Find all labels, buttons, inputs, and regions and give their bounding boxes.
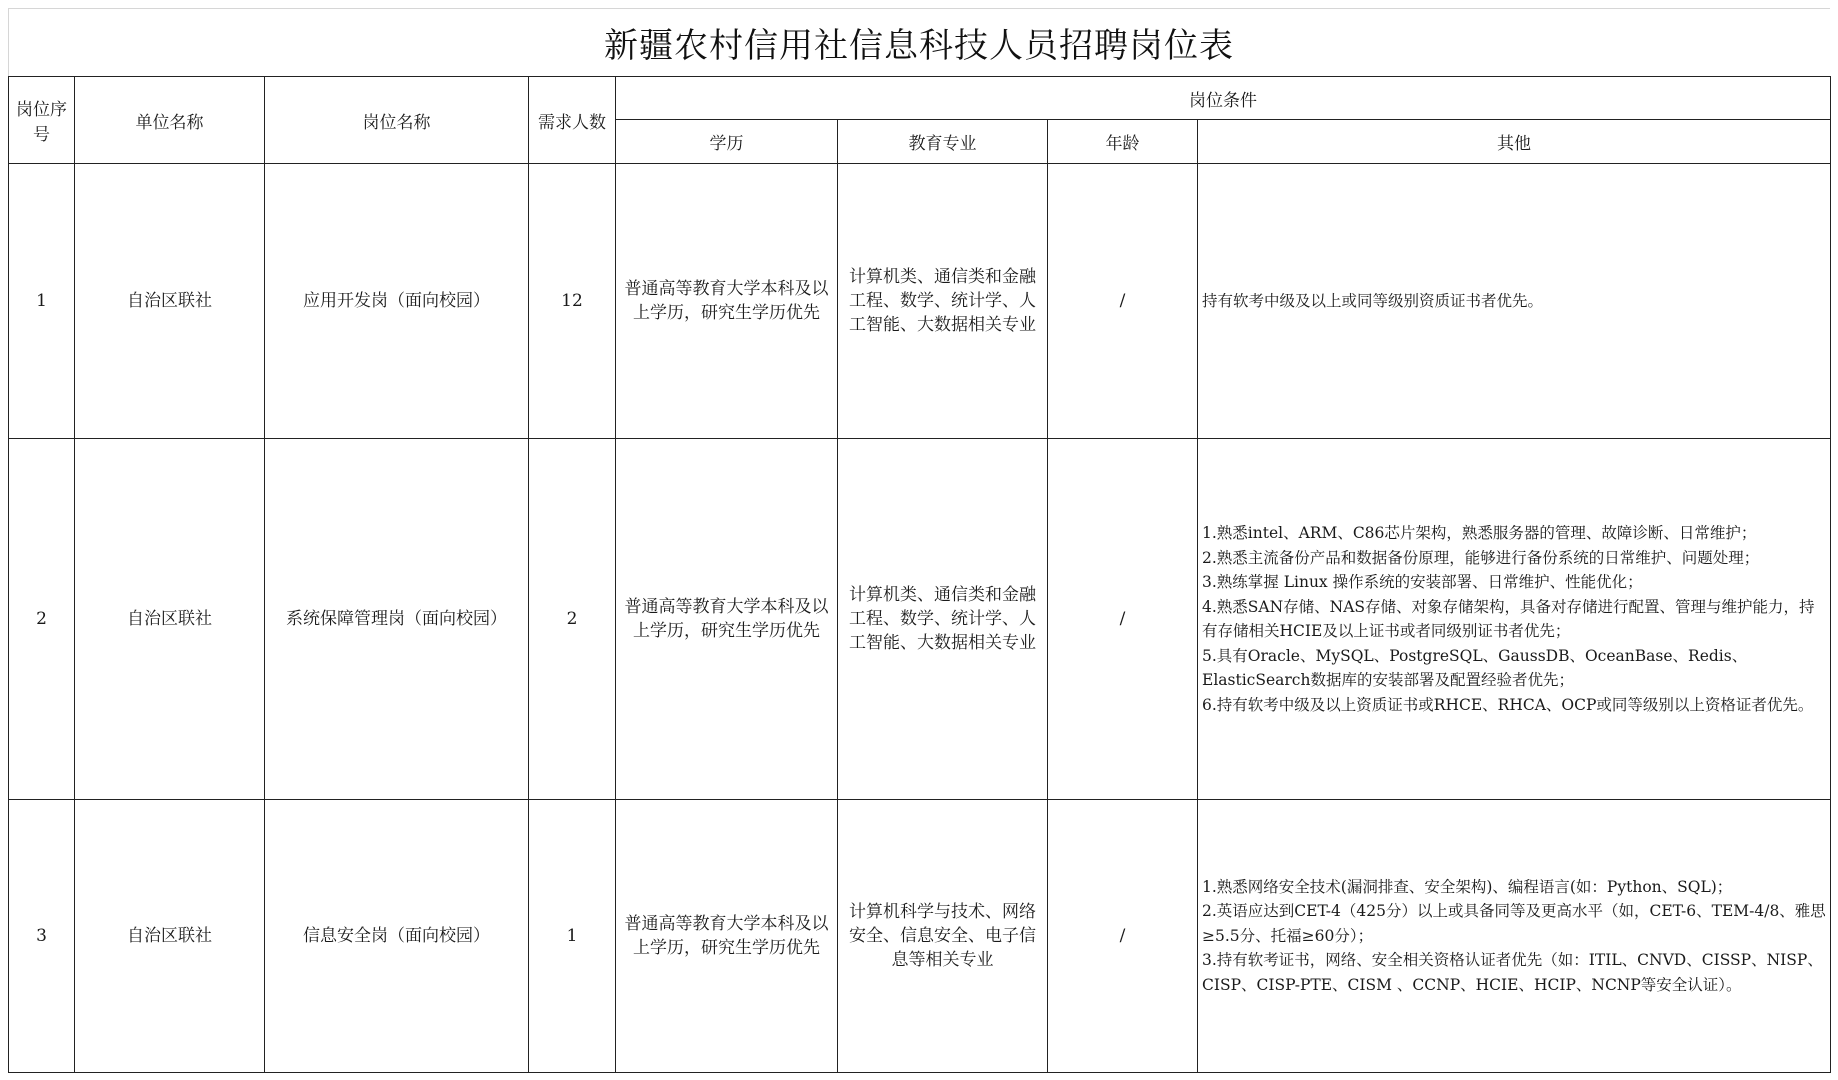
- header-education: 学历: [616, 120, 838, 164]
- cell-education: 普通高等教育大学本科及以上学历，研究生学历优先: [616, 800, 838, 1073]
- cell-other: [1198, 439, 1831, 800]
- cell-count: 2: [529, 439, 616, 800]
- header-seq: 岗位序号: [9, 77, 75, 164]
- cell-education: 普通高等教育大学本科及以上学历，研究生学历优先: [616, 439, 838, 800]
- cell-other: [1198, 164, 1831, 439]
- cell-major: 计算机科学与技术、网络安全、信息安全、电子信息等相关专业: [838, 800, 1048, 1073]
- cell-count: 12: [529, 164, 616, 439]
- cell-seq: 3: [9, 800, 75, 1073]
- cell-unit: 自治区联社: [75, 800, 265, 1073]
- cell-age: /: [1048, 439, 1198, 800]
- header-count: 需求人数: [529, 77, 616, 164]
- other-line: 1.熟悉网络安全技术(漏洞排查、安全架构)、编程语言(如：Python、SQL)；: [1202, 877, 1733, 896]
- header-post: 岗位名称: [265, 77, 529, 164]
- header-age: 年龄: [1048, 120, 1198, 164]
- cell-education: 普通高等教育大学本科及以上学历，研究生学历优先: [616, 164, 838, 439]
- other-line: 2.英语应达到CET-4（425分）以上或具备同等及更高水平（如，CET-6、TEM-4/8、雅思≥5.5分、托福≥60分）；: [1202, 902, 1826, 945]
- cell-age: /: [1048, 800, 1198, 1073]
- page-title: 新疆农村信用社信息科技人员招聘岗位表: [604, 25, 1234, 66]
- cell-count: 1: [529, 800, 616, 1073]
- other-line: 2.熟悉主流备份产品和数据备份原理，能够进行备份系统的日常维护、问题处理；: [1202, 548, 1760, 567]
- other-line: 3.熟练掌握 Linux 操作系统的安装部署、日常维护、性能优化；: [1202, 573, 1643, 591]
- table-row: [9, 800, 1831, 1073]
- cell-major: 计算机类、通信类和金融工程、数学、统计学、人工智能、大数据相关专业: [838, 164, 1048, 439]
- cell-seq: 2: [9, 439, 75, 800]
- header-conditions: 岗位条件: [616, 77, 1831, 120]
- other-line: 4.熟悉SAN存储、NAS存储、对象存储架构，具备对存储进行配置、管理与维护能力，持有存储相关HCIE及以上证书或者同级别证书者优先；: [1202, 597, 1815, 640]
- header-other: 其他: [1198, 120, 1831, 164]
- cell-post: 系统保障管理岗（面向校园）: [265, 439, 529, 800]
- cell-unit: 自治区联社: [75, 164, 265, 439]
- cell-age: /: [1048, 164, 1198, 439]
- other-line: 3.持有软考证书，网络、安全相关资格认证者优先（如：ITIL、CNVD、CISSP、NISP、CISP、CISP-PTE、CISM 、CCNP、HCIE、HCIP、NCNP等安全认证）。: [1202, 951, 1823, 994]
- other-line: 持有软考中级及以上或同等级别资质证书者优先。: [1202, 291, 1544, 310]
- header-row-1: [9, 77, 1831, 120]
- cell-unit: 自治区联社: [75, 439, 265, 800]
- cell-post: 应用开发岗（面向校园）: [265, 164, 529, 439]
- other-line: 6.持有软考中级及以上资质证书或RHCE、RHCA、OCP或同等级别以上资格证者优先。: [1202, 695, 1814, 714]
- cell-other: [1198, 800, 1831, 1073]
- header-unit: 单位名称: [75, 77, 265, 164]
- header-major: 教育专业: [838, 120, 1048, 164]
- table-row: [9, 439, 1831, 800]
- other-line: 5.具有Oracle、MySQL、PostgreSQL、GaussDB、OceanBase、Redis、ElasticSearch数据库的安装部署及配置经验者优先；: [1202, 646, 1748, 689]
- table-row: [9, 164, 1831, 439]
- other-line: 1.熟悉intel、ARM、C86芯片架构，熟悉服务器的管理、故障诊断、日常维护；: [1202, 524, 1757, 542]
- recruitment-table: [8, 76, 1831, 1073]
- cell-seq: 1: [9, 164, 75, 439]
- cell-post: 信息安全岗（面向校园）: [265, 800, 529, 1073]
- cell-major: 计算机类、通信类和金融工程、数学、统计学、人工智能、大数据相关专业: [838, 439, 1048, 800]
